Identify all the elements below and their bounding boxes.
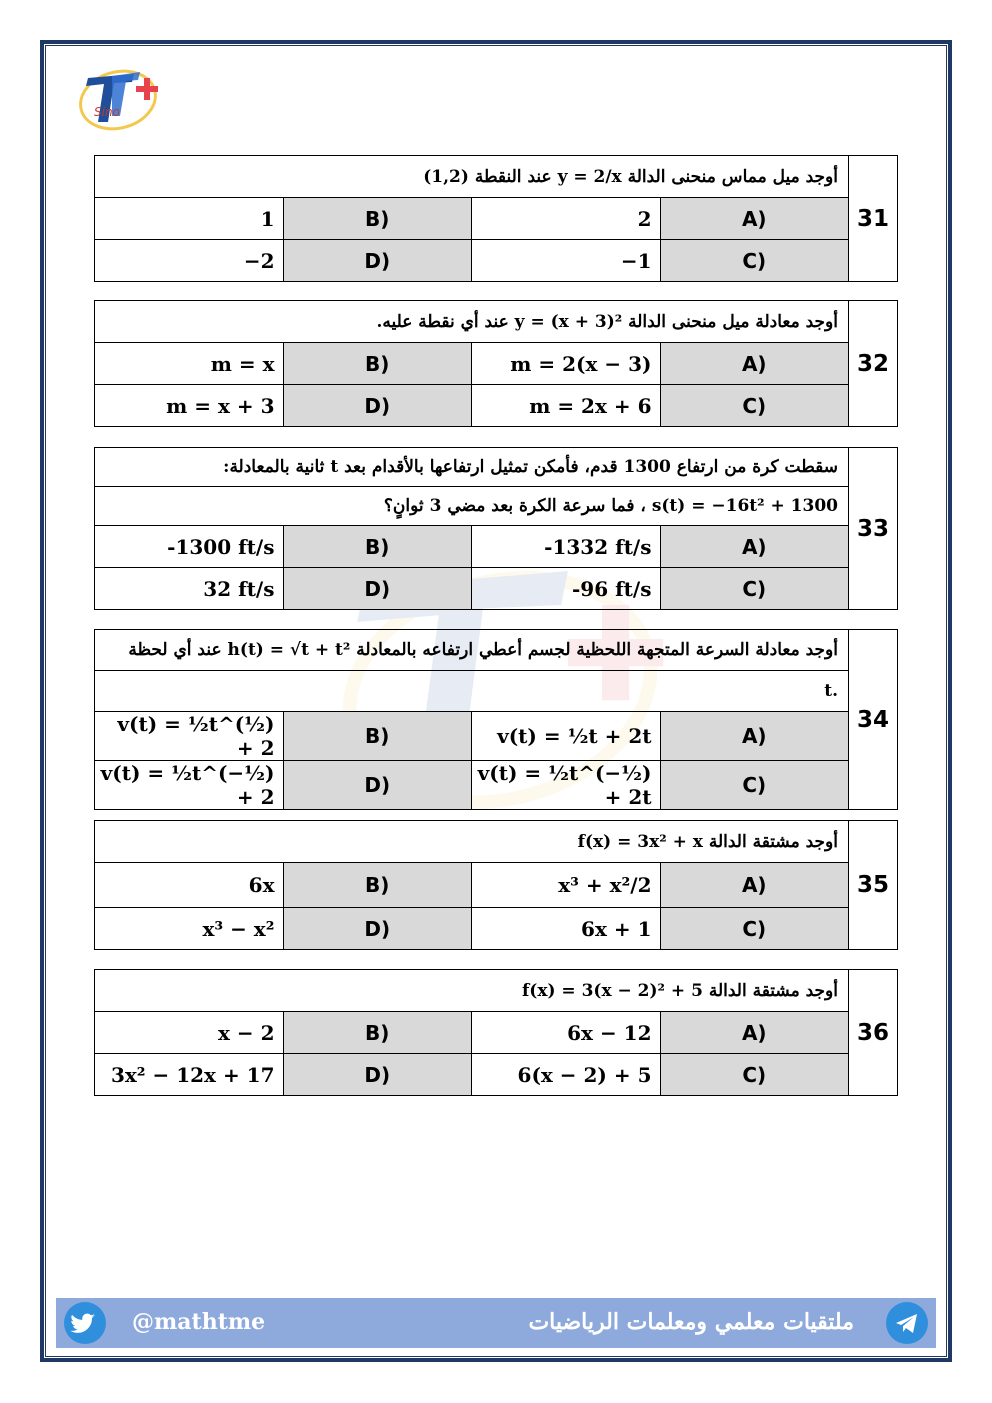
option-a-value[interactable]: -1332 ft/s <box>472 526 661 568</box>
option-b-label[interactable]: B) <box>283 1012 472 1054</box>
option-c-label[interactable]: C) <box>660 908 849 950</box>
question-number: 33 <box>849 448 898 610</box>
question-stem: أوجد ميل مماس منحنى الدالة y = 2/x عند النقطة (1,2) <box>95 156 849 198</box>
option-b-value[interactable]: v(t) = ½t^(½) + 2 <box>95 712 284 761</box>
question-31 <box>94 155 898 282</box>
option-d-label[interactable]: D) <box>283 761 472 810</box>
option-a-value[interactable]: 2 <box>472 198 661 240</box>
option-d-label[interactable]: D) <box>283 385 472 427</box>
option-c-value[interactable]: -96 ft/s <box>472 568 661 610</box>
question-stem: أوجد معادلة ميل منحنى الدالة y = (x + 3)² عند أي نقطة عليه. <box>95 301 849 343</box>
option-d-label[interactable]: D) <box>283 1054 472 1096</box>
option-d-label[interactable]: D) <box>283 908 472 950</box>
option-b-label[interactable]: B) <box>283 712 472 761</box>
option-a-label[interactable]: A) <box>660 1012 849 1054</box>
option-d-label[interactable]: D) <box>283 240 472 282</box>
twitter-icon[interactable] <box>64 1302 106 1344</box>
question-stem: سقطت كرة من ارتفاع 1300 قدم، فأمكن تمثيل ارتفاعها بالأقدام بعد t ثانية بالمعادلة: <box>95 448 849 487</box>
question-number: 32 <box>849 301 898 427</box>
option-d-value[interactable]: x³ − x² <box>95 908 284 950</box>
option-c-label[interactable]: C) <box>660 761 849 810</box>
logo-icon <box>74 56 166 136</box>
question-stem: أوجد مشتقة الدالة f(x) = 3x² + x <box>95 821 849 863</box>
question-stem-line2: s(t) = −16t² + 1300 ، فما سرعة الكرة بعد مضي 3 ثوانٍ؟ <box>95 487 849 526</box>
question-stem: أوجد مشتقة الدالة f(x) = 3(x − 2)² + 5 <box>95 970 849 1012</box>
option-a-value[interactable]: m = 2(x − 3) <box>472 343 661 385</box>
option-b-label[interactable]: B) <box>283 863 472 908</box>
footer-title: ملتقيات معلمي ومعلمات الرياضيات <box>528 1309 854 1335</box>
option-b-value[interactable]: m = x <box>95 343 284 385</box>
option-b-label[interactable]: B) <box>283 526 472 568</box>
option-b-value[interactable]: 6x <box>95 863 284 908</box>
option-b-value[interactable]: -1300 ft/s <box>95 526 284 568</box>
option-d-value[interactable]: v(t) = ½t^(−½) + 2 <box>95 761 284 810</box>
option-a-label[interactable]: A) <box>660 198 849 240</box>
option-b-value[interactable]: x − 2 <box>95 1012 284 1054</box>
option-b-value[interactable]: 1 <box>95 198 284 240</box>
option-a-label[interactable]: A) <box>660 343 849 385</box>
option-d-value[interactable]: m = x + 3 <box>95 385 284 427</box>
option-b-label[interactable]: B) <box>283 198 472 240</box>
question-number: 34 <box>849 630 898 810</box>
telegram-icon[interactable] <box>886 1302 928 1344</box>
option-b-label[interactable]: B) <box>283 343 472 385</box>
option-d-value[interactable]: 32 ft/s <box>95 568 284 610</box>
option-a-label[interactable]: A) <box>660 863 849 908</box>
option-c-label[interactable]: C) <box>660 568 849 610</box>
option-c-label[interactable]: C) <box>660 240 849 282</box>
option-c-value[interactable]: m = 2x + 6 <box>472 385 661 427</box>
option-c-value[interactable]: 6x + 1 <box>472 908 661 950</box>
option-a-value[interactable]: v(t) = ½t + 2t <box>472 712 661 761</box>
svg-text:Sino: Sino <box>94 105 120 119</box>
option-c-value[interactable]: 6(x − 2) + 5 <box>472 1054 661 1096</box>
option-d-label[interactable]: D) <box>283 568 472 610</box>
question-number: 31 <box>849 156 898 282</box>
footer-banner <box>56 1298 936 1348</box>
option-d-value[interactable]: −2 <box>95 240 284 282</box>
question-34 <box>94 629 898 810</box>
question-36 <box>94 969 898 1096</box>
option-c-value[interactable]: v(t) = ½t^(−½) + 2t <box>472 761 661 810</box>
option-c-label[interactable]: C) <box>660 385 849 427</box>
option-a-label[interactable]: A) <box>660 712 849 761</box>
question-35 <box>94 820 898 950</box>
option-a-value[interactable]: x³ + x²/2 <box>472 863 661 908</box>
option-d-value[interactable]: 3x² − 12x + 17 <box>95 1054 284 1096</box>
question-number: 36 <box>849 970 898 1096</box>
option-a-label[interactable]: A) <box>660 526 849 568</box>
question-33 <box>94 447 898 610</box>
question-number: 35 <box>849 821 898 950</box>
option-a-value[interactable]: 6x − 12 <box>472 1012 661 1054</box>
question-stem: أوجد معادلة السرعة المتجهة اللحظية لجسم أعطي ارتفاعه بالمعادلة h(t) = √t + t² عند أي لحظة <box>95 630 849 671</box>
question-32 <box>94 300 898 427</box>
footer-handle[interactable]: @mathtme <box>132 1309 266 1335</box>
option-c-value[interactable]: −1 <box>472 240 661 282</box>
question-stem-line2: .t <box>95 671 849 712</box>
option-c-label[interactable]: C) <box>660 1054 849 1096</box>
